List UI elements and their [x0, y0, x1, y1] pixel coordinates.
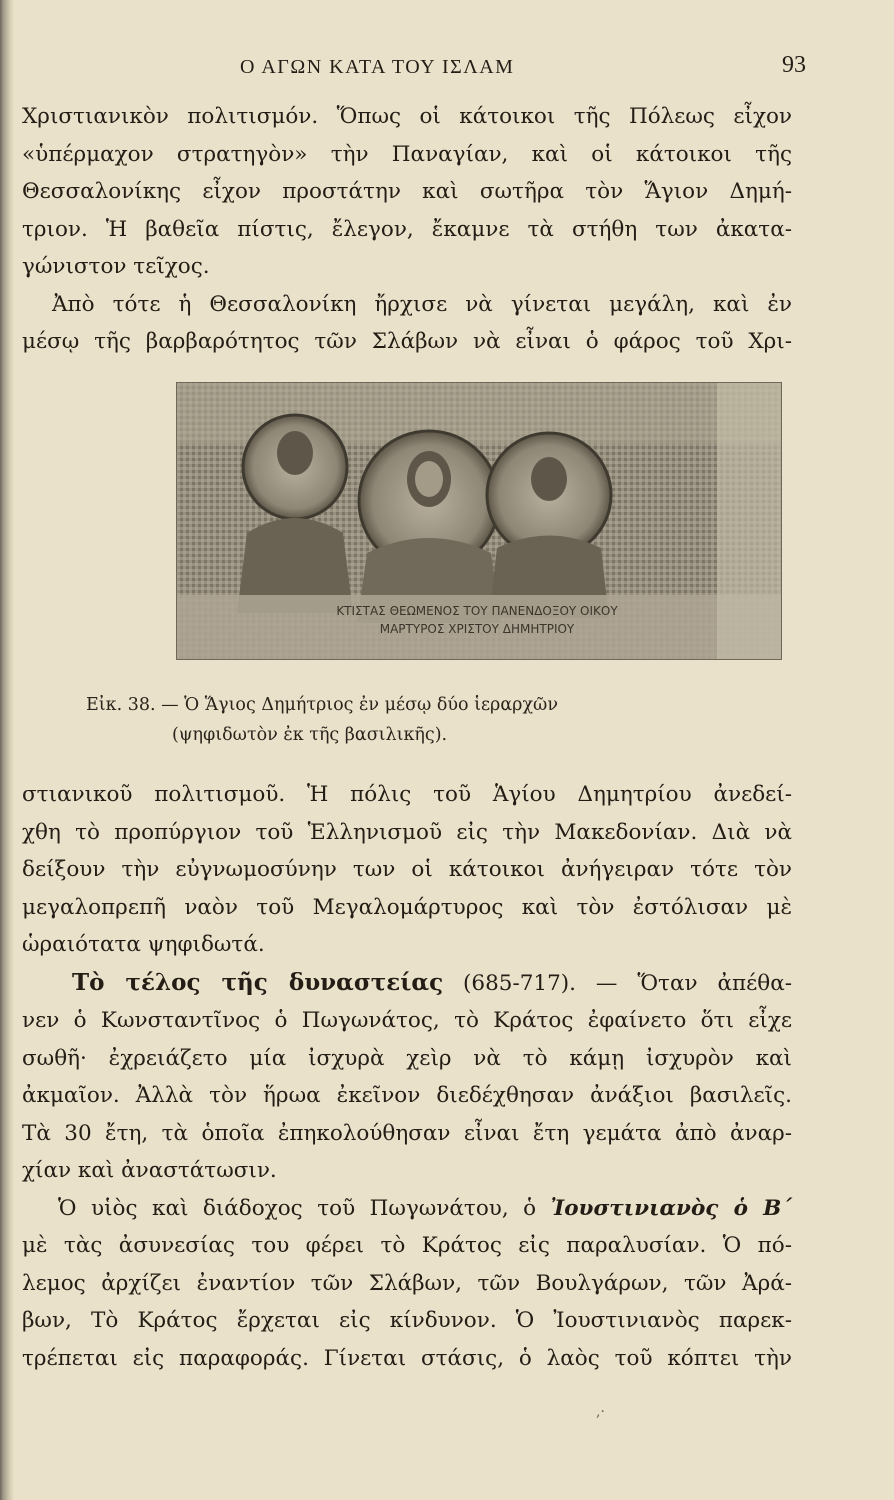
emperor-name: Ἰουστινιανὸς ὁ Β´ [550, 1195, 792, 1221]
text-line: ἀκμαῖον. Ἀλλὰ τὸν ἥρωα ἐκεῖνον διεδέχθησαν ἀνάξιοι βασιλεῖς. [22, 1083, 792, 1108]
text-line: Θεσσαλονίκης εἶχον προστάτην καὶ σωτῆρα τὸν Ἅγιον Δημή- [22, 179, 792, 204]
page-header [0, 52, 894, 88]
text-line: τριον. Ἡ βαθεῖα πίστις, ἔλεγον, ἔκαμνε τὰ στήθη των ἀκατα- [22, 216, 792, 242]
text-line: τρέπεται εἰς παραφοράς. Γίνεται στάσις, ὁ λαὸς τοῦ κόπτει τὴν [22, 1345, 792, 1371]
mosaic-image [177, 383, 781, 659]
page-number: 93 [782, 52, 806, 78]
body-text-top [22, 98, 792, 361]
text-line: δείξουν τὴν εὐγνωμοσύνην των οἱ κάτοικοι ἀνήγειραν τότε τὸν [22, 857, 792, 882]
figure-caption [86, 690, 786, 750]
text-line: «ὑπέρμαχον στρατηγὸν» τὴν Παναγίαν, καὶ οἱ κάτοικοι τῆς [22, 141, 792, 167]
text-line: σωθῆ· ἐχρειάζετο μία ἰσχυρὰ χεὶρ νὰ τὸ κάμῃ ἰσχυρὸν καὶ [22, 1045, 792, 1071]
text-line: βων, Τὸ Κράτος ἔρχεται εἰς κίνδυνον. Ὁ Ἰουστινιανὸς παρεκ- [22, 1308, 792, 1333]
text-line: μεγαλοπρεπῆ ναὸν τοῦ Μεγαλομάρτυρος καὶ τὸν ἐστόλισαν μὲ [22, 894, 792, 920]
text-line: λεμος ἀρχίζει ἐναντίον τῶν Σλάβων, τῶν Βουλγάρων, τῶν Ἀρά- [22, 1270, 792, 1296]
mosaic-figure [176, 382, 782, 660]
text-line: χθη τὸ προπύργιον τοῦ Ἑλληνισμοῦ εἰς τὴν Μακεδονίαν. Διὰ νὰ [22, 819, 792, 845]
text-line: Ἀπὸ τότε ἡ Θεσσαλονίκη ἤρχισε νὰ γίνεται μεγάλη, καὶ ἐν [52, 291, 792, 317]
mosaic-inscription-2: ΜΑΡΤΥΡΟΣ ΧΡΙΣΤΟΥ ΔΗΜΗΤΡΙΟΥ [379, 622, 575, 636]
text-line: μέσῳ τῆς βαρβαρότητος τῶν Σλάβων νὰ εἶναι ὁ φάρος τοῦ Χρι- [22, 329, 792, 354]
text-line: Χριστιανικὸν πολιτισμόν. Ὅπως οἱ κάτοικοι τῆς Πόλεως εἶχον [22, 104, 792, 129]
text-line: ὡραιότατα ψηφιδωτά. [22, 932, 265, 957]
caption-line-2: (ψηφιδωτὸν ἐκ τῆς βασιλικῆς). [172, 725, 448, 745]
section-heading: Τὸ τέλος τῆς δυναστείας [72, 968, 444, 996]
text-line: χίαν καὶ ἀναστάτωσιν. [22, 1158, 277, 1183]
section-heading-rest: (685-717). — Ὅταν ἀπέθα- [463, 970, 792, 996]
page-edge-shadow [0, 0, 14, 1500]
text-line: νεν ὁ Κωνσταντῖνος ὁ Πωγωνάτος, τὸ Κράτος ἐφαίνετο ὅτι εἶχε [22, 1008, 792, 1033]
body-text-bottom [22, 776, 792, 1377]
paragraph2-first-line [22, 1190, 792, 1228]
text-line: μὲ τὰς ἀσυνεσίας του φέρει τὸ Κράτος εἰς παραλυσίαν. Ὁ πό- [22, 1233, 792, 1258]
text-line: γώνιστον τεῖχος. [22, 254, 210, 279]
paragraph2-start: Ὁ υἱὸς καὶ διάδοχος τοῦ Πωγωνάτου, ὁ [58, 1195, 537, 1221]
text-line: στιανικοῦ πολιτισμοῦ. Ἡ πόλις τοῦ Ἁγίου Δημητρίου ἀνεδεί- [22, 782, 792, 807]
printer-mark: ,· [596, 1404, 605, 1420]
running-title: Ο ΑΓΩΝ ΚΑΤΑ ΤΟΥ ΙΣΛΑΜ [240, 56, 515, 78]
section-first-line [22, 964, 792, 1003]
mosaic-inscription-1: ΚΤΙΣΤΑΣ ΘΕΩΜΕΝΟΣ ΤΟΥ ΠΑΝΕΝΔΟΞΟΥ ΟΙΚΟΥ [336, 604, 618, 618]
text-line: Τὰ 30 ἔτη, τὰ ὁποῖα ἐπηκολούθησαν εἶναι ἔτη γεμάτα ἀπὸ ἀναρ- [22, 1120, 792, 1146]
caption-line-1: Εἰκ. 38. — Ὁ Ἅγιος Δημήτριος ἐν μέσῳ δύο ἱεραρχῶν [86, 695, 558, 715]
